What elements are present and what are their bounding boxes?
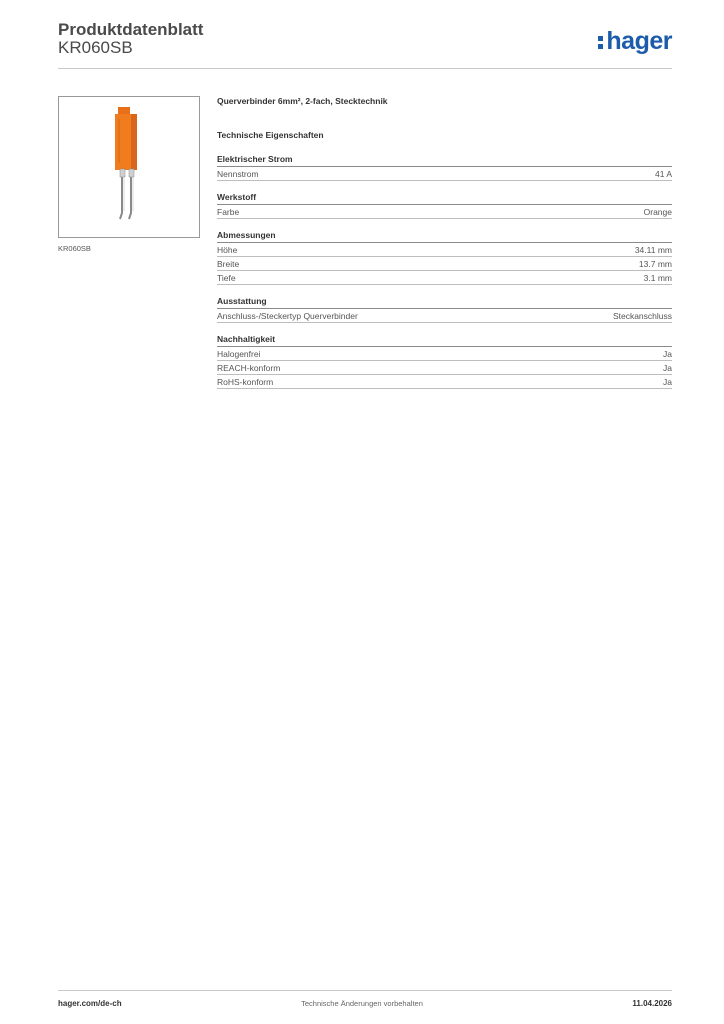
logo-text: hager [606,27,672,55]
image-caption: KR060SB [58,244,91,253]
spec-group-title: Ausstattung [217,296,672,309]
spec-value: Steckanschluss [612,311,672,321]
spec-value: 3.1 mm [643,273,672,283]
spec-row [217,375,672,389]
spec-label: Farbe [217,207,240,217]
spec-value: 41 A [654,169,672,179]
footer-disclaimer: Technische Änderungen vorbehalten [301,999,423,1008]
spec-row [217,243,672,257]
spec-row [217,347,672,361]
spec-row [217,257,672,271]
footer-date: 11.04.2026 [632,999,672,1008]
page-title: Produktdatenblatt [58,20,204,39]
spec-content [217,96,672,400]
spec-group [217,334,672,389]
spec-group-title: Nachhaltigkeit [217,334,672,347]
spec-group [217,230,672,285]
spec-row [217,271,672,285]
header-divider [58,68,672,69]
spec-value: Orange [643,207,672,217]
spec-row [217,167,672,181]
product-code: KR060SB [58,38,133,57]
logo-dots-icon [598,33,603,52]
spec-groups [217,154,672,389]
footer-link[interactable]: hager.com/de-ch [58,999,122,1008]
spec-value: Ja [663,377,672,387]
spec-label: Anschluss-/Steckertyp Querverbinder [217,311,358,321]
spec-label: REACH-konform [217,363,281,373]
spec-value: 13.7 mm [638,259,672,269]
product-image [58,96,200,238]
spec-label: Höhe [217,245,238,255]
spec-group-title: Abmessungen [217,230,672,243]
spec-label: Nennstrom [217,169,259,179]
spec-value: Ja [663,349,672,359]
tech-heading: Technische Eigenschaften [217,130,324,140]
cross-connector-icon [59,97,199,237]
spec-value: 34.11 mm [634,245,672,255]
spec-group [217,296,672,323]
spec-group [217,154,672,181]
spec-label: Tiefe [217,273,236,283]
product-description: Querverbinder 6mm², 2-fach, Stecktechnik [217,96,388,106]
spec-row [217,309,672,323]
spec-row [217,205,672,219]
spec-value: Ja [663,363,672,373]
spec-group [217,192,672,219]
spec-label: RoHS-konform [217,377,274,387]
spec-group-title: Elektrischer Strom [217,154,672,167]
brand-logo [598,27,672,56]
spec-label: Halogenfrei [217,349,261,359]
spec-row [217,361,672,375]
spec-group-title: Werkstoff [217,192,672,205]
footer-divider [58,990,672,991]
spec-label: Breite [217,259,240,269]
